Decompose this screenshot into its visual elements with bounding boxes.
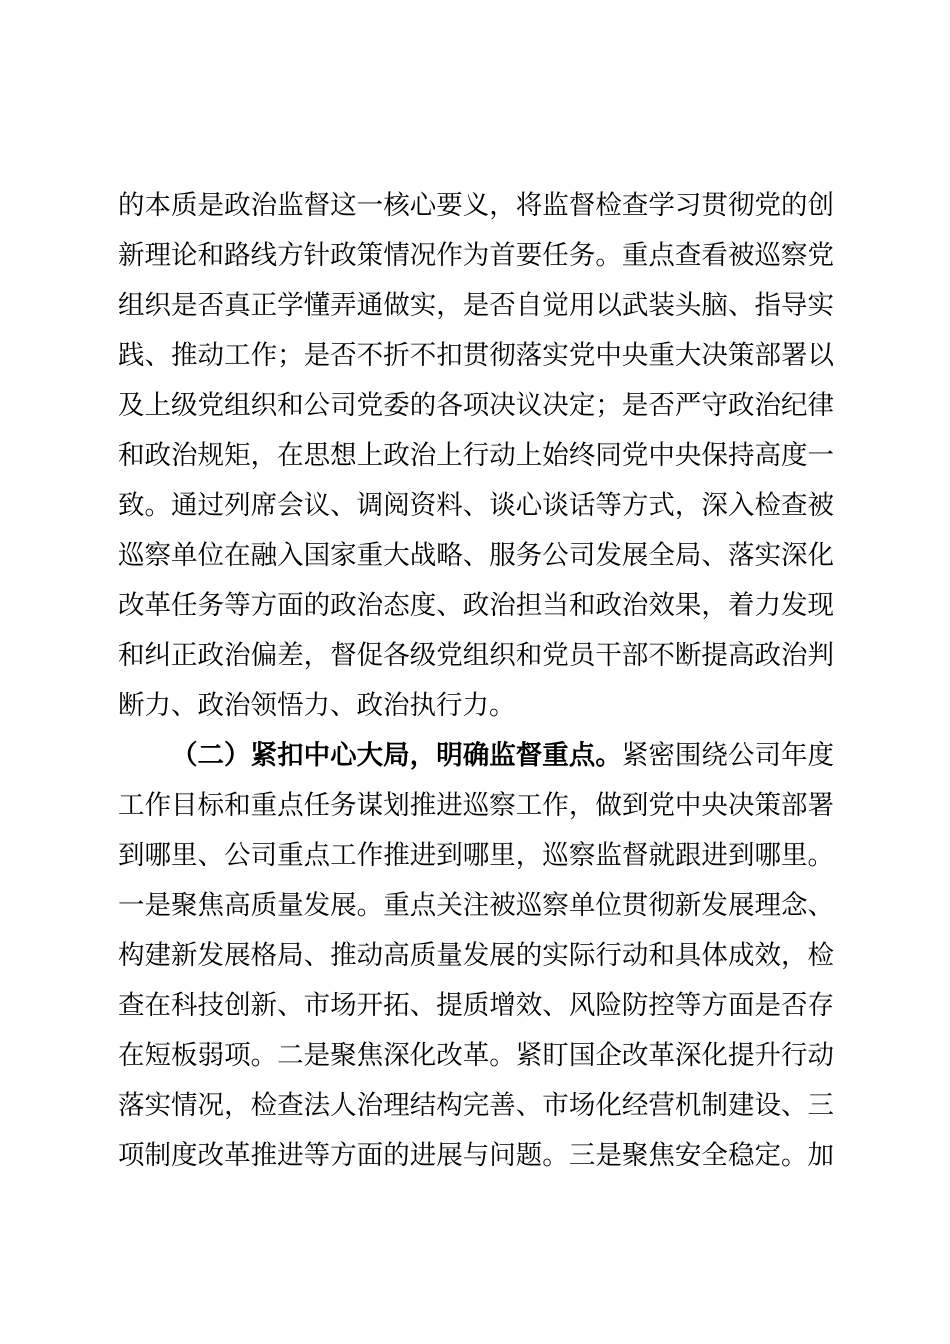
body-text: 紧密围绕公司年度: [621, 740, 835, 770]
text-line: [118, 380, 834, 430]
body-text: 巡察单位在融入国家重大战略、服务公司发展全局、落实深化: [118, 540, 834, 570]
body-text: 践、推动工作；是否不折不扣贯彻落实党中央重大决策部署以: [118, 340, 834, 370]
text-line: [118, 1080, 834, 1130]
text-line: [118, 430, 834, 480]
body-text: 工作目标和重点任务谋划推进巡察工作，做到党中央决策部署: [118, 790, 834, 820]
body-text: 和纠正政治偏差，督促各级党组织和党员干部不断提高政治判: [118, 640, 834, 670]
text-line: [118, 180, 834, 230]
body-text: 断力、政治领悟力、政治执行力。: [118, 690, 516, 720]
body-text: 查在科技创新、市场开拓、提质增效、风险防控等方面是否存: [118, 990, 834, 1020]
text-line: [118, 830, 834, 880]
body-text: 的本质是政治监督这一核心要义，将监督检查学习贯彻党的创: [118, 190, 834, 220]
text-line: [118, 480, 834, 530]
text-line: [118, 1130, 834, 1180]
text-line: [118, 530, 834, 580]
body-text: 和政治规矩，在思想上政治上行动上始终同党中央保持高度一: [118, 440, 834, 470]
text-line: [118, 1030, 834, 1080]
body-text: 项制度改革推进等方面的进展与问题。三是聚焦安全稳定。加: [118, 1140, 834, 1170]
body-text: 到哪里、公司重点工作推进到哪里，巡察监督就跟进到哪里。: [118, 840, 834, 870]
body-text: 改革任务等方面的政治态度、政治担当和政治效果，着力发现: [118, 590, 834, 620]
text-line: [118, 880, 834, 930]
body-text: 致。通过列席会议、调阅资料、谈心谈话等方式，深入检查被: [118, 490, 834, 520]
body-text: 在短板弱项。二是聚焦深化改革。紧盯国企改革深化提升行动: [118, 1040, 834, 1070]
text-line: [118, 930, 834, 980]
text-line: [118, 230, 834, 280]
document-text-block: [118, 180, 834, 1180]
body-text: 新理论和路线方针政策情况作为首要任务。重点查看被巡察党: [118, 240, 834, 270]
body-text: 落实情况，检查法人治理结构完善、市场化经营机制建设、三: [118, 1090, 834, 1120]
text-line: [118, 630, 834, 680]
text-line: [118, 980, 834, 1030]
text-line: [118, 730, 834, 780]
text-line: [118, 330, 834, 380]
text-line: [118, 780, 834, 830]
body-text: 一是聚焦高质量发展。重点关注被巡察单位贯彻新发展理念、: [118, 890, 834, 920]
bold-heading-text: （二）紧扣中心大局，明确监督重点。: [171, 740, 622, 770]
body-text: 及上级党组织和公司党委的各项决议决定；是否严守政治纪律: [118, 390, 834, 420]
body-text: 组织是否真正学懂弄通做实，是否自觉用以武装头脑、指导实: [118, 290, 834, 320]
text-line: [118, 280, 834, 330]
body-text: 构建新发展格局、推动高质量发展的实际行动和具体成效，检: [118, 940, 834, 970]
text-line: [118, 580, 834, 630]
text-line: [118, 680, 834, 730]
